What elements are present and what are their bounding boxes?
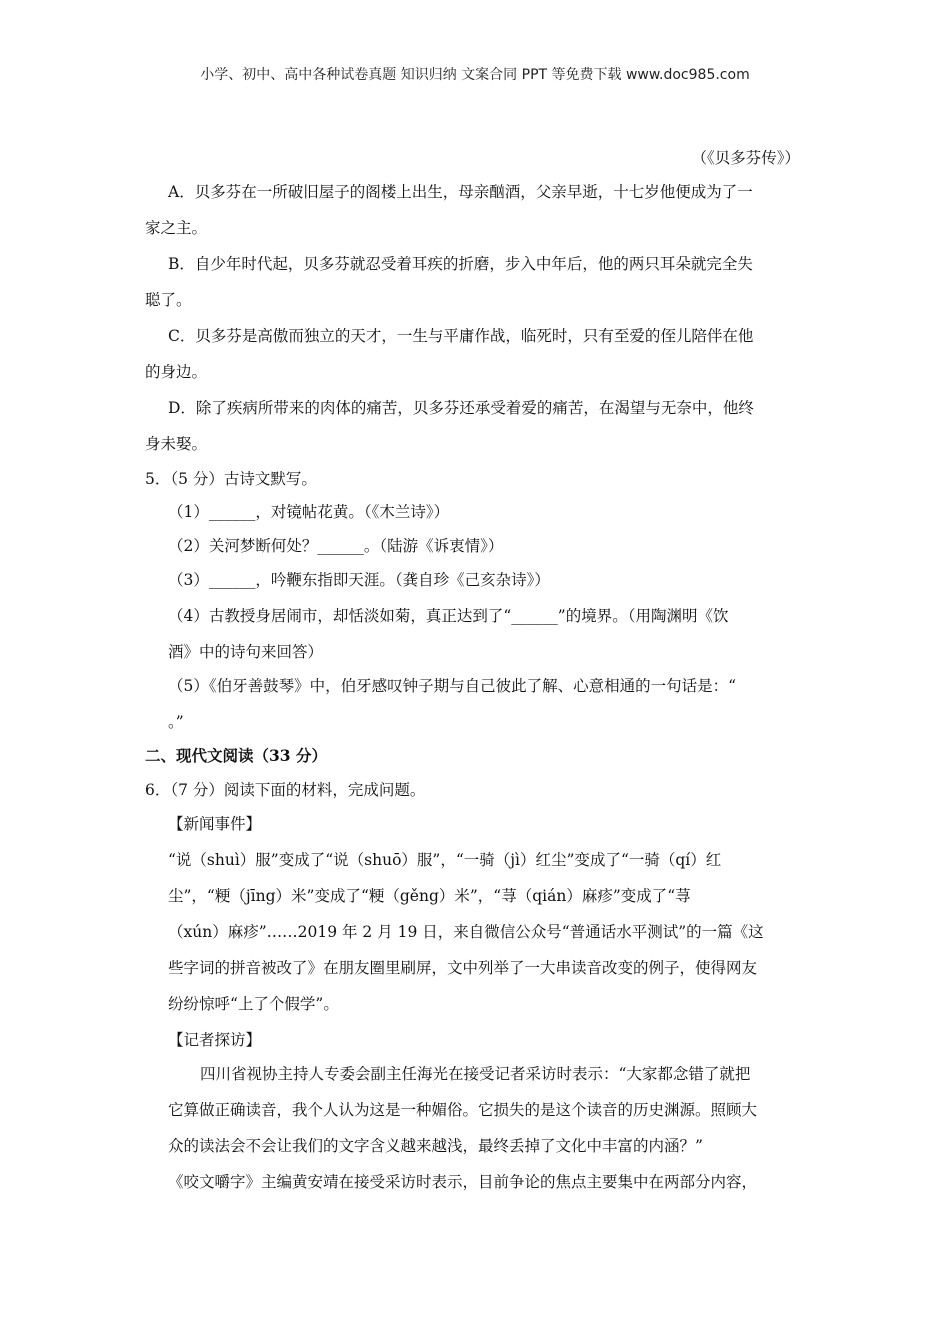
news-line4: 些字词的拼音被改了》在朋友圈里刷屏，文中列举了一大串读音改变的例子，使得网友	[168, 959, 758, 977]
reporter-line2: 它算做正确读音，我个人认为这是一种媚俗。它损失的是这个读音的历史渊源。照顾大	[168, 1101, 758, 1119]
reporter-heading: 【记者探访】	[168, 1031, 262, 1049]
news-line3: （xún）麻疹”……2019 年 2 月 19 日，来自微信公众号“普通话水平测试”的一篇《这	[168, 923, 764, 941]
news-line5: 纷纷惊呼“上了个假学”。	[168, 995, 339, 1013]
q5-item4-line2: 酒》中的诗句来回答）	[168, 643, 324, 661]
q5-item1: （1）______，对镜帖花黄。（《木兰诗》）	[168, 503, 450, 521]
option-c-line2: 的身边。	[145, 363, 208, 381]
option-a-line2: 家之主。	[145, 219, 208, 237]
reporter-line4: 《咬文嚼字》主编黄安靖在接受采访时表示，目前争论的焦点主要集中在两部分内容，	[168, 1173, 758, 1191]
reporter-line1: 四川省视协主持人专委会副主任海光在接受记者采访时表示：“大家都念错了就把	[200, 1065, 751, 1083]
option-c-line1: C．贝多芬是高傲而独立的天才，一生与平庸作战，临死时，只有至爱的侄儿陪伴在他	[168, 327, 754, 345]
q5-item5-line1: （5）《伯牙善鼓琴》中，伯牙感叹钟子期与自己彼此了解、心意相通的一句话是：“	[168, 677, 737, 695]
source-citation: （《贝多芬传》）	[691, 149, 800, 167]
section-two-heading: 二、现代文阅读（33 分）	[145, 746, 327, 765]
option-d-line2: 身未娶。	[145, 435, 208, 453]
option-a-line1: A．贝多芬在一所破旧屋子的阁楼上出生，母亲酗酒，父亲早逝，十七岁他便成为了一	[168, 183, 753, 201]
news-line2: 尘”，“粳（jīng）米”变成了“粳（gěng）米”，“荨（qián）麻疹”变成了“荨	[168, 887, 691, 905]
page-header: 小学、初中、高中各种试卷真题 知识归纳 文案合同 PPT 等免费下载 www.doc985.com	[200, 67, 750, 83]
option-b-line2: 聪了。	[145, 291, 192, 309]
q5-title: 5．（5 分）古诗文默写。	[145, 470, 317, 488]
news-line1: “说（shuì）服”变成了“说（shuō）服”，“一骑（jì）红尘”变成了“一骑（qí）红	[168, 851, 722, 869]
q6-title: 6．（7 分）阅读下面的材料，完成问题。	[145, 781, 426, 799]
option-d-line1: D．除了疾病所带来的肉体的痛苦，贝多芬还承受着爱的痛苦，在渴望与无奈中，他终	[168, 399, 754, 417]
reporter-line3: 众的读法会不会让我们的文字含义越来越浅，最终丢掉了文化中丰富的内涵？”	[168, 1137, 703, 1155]
q5-item5-line2: 。”	[168, 713, 184, 731]
option-b-line1: B．自少年时代起，贝多芬就忍受着耳疾的折磨，步入中年后，他的两只耳朵就完全失	[168, 255, 753, 273]
q5-item4-line1: （4）古教授身居闹市，却恬淡如菊，真正达到了“______”的境界。（用陶渊明《饮	[168, 607, 729, 625]
q5-item3: （3）______，吟鞭东指即天涯。（龚自珍《己亥杂诗》）	[168, 571, 550, 589]
news-heading: 【新闻事件】	[168, 815, 262, 833]
q5-item2: （2）关河梦断何处？______。（陆游《诉衷情》）	[168, 537, 504, 555]
